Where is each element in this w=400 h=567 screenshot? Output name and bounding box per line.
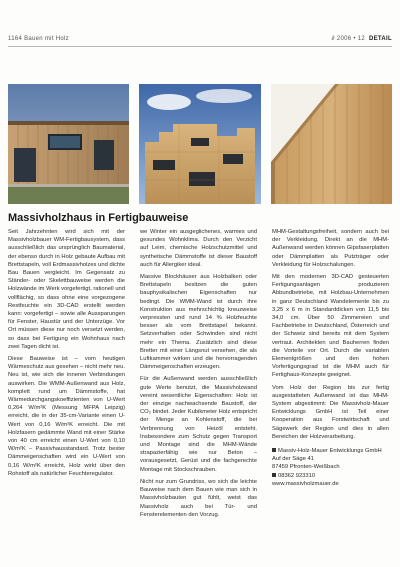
text-column-1	[8, 228, 125, 482]
contact-block	[272, 447, 389, 488]
paragraph: MHM-Gestaltungsfreiheit, sondern auch bei der Verkleidung. Direkt an die MHM-Außenwand werden können Gipsfaserplatten oder Dämmplatten als Putzträger oder Verkleidung für Holzschalungen.	[272, 229, 389, 268]
article-headline: Massivholzhaus in Fertigbauweise	[8, 212, 189, 224]
page-header	[8, 36, 392, 46]
square-bullet-icon	[272, 448, 276, 452]
paragraph: we Winter ein ausgeglichenes, warmes und gesundes Wohnklima. Durch den Verzicht auf Leim, chemische Holzschutzmittel und synthetische Dämmstoffe ist dieser Baustoff auch für Allergiker ideal.	[140, 229, 257, 268]
wood-panel-closeup	[271, 84, 392, 204]
header-rule	[8, 46, 392, 47]
paragraph: Nicht nur zum Grundriss, wo sich die leichte Bauweise nach dem Bauen wie man sich in Massivholzbauten gut fühlt, weist das Massivholz auch bei Tür- und Fensterelementen den Vorzug.	[140, 478, 257, 518]
text-column-3	[272, 228, 389, 488]
paragraph: Massive Blockhäuser aus Holzbalken oder Brettstapeln besitzen die guten bauphysikalischen Eigenschaften nur bedingt. Die WMM-Wand ist durch ihre Konstruktion aus mehrschichtig kreuzweise verpressten und rund 14 % Holzfeuchte besser als vom Brettstapel bekannt. Setzverhalten oder Schwinden sind nicht mehr ein Thema. Zusätzlich sind diese Bretter mit einer Längsnut versehen, die als Luftkammer wirken und die hervorragenden Dämmeigenschaften erzeugen.	[140, 274, 257, 371]
text-column-2	[140, 228, 257, 523]
paragraph: Mit den modernen 3D-CAD gesteuerten Fertigungsanlagen produzieren Abbundbetriebe, mit Holzbau-Unternehmen in ganz Deutschland Wandelemente bis zu 3,25 x 6 m in Standarddicken von 11,5 bis 34,0 cm. Über 50 Zimmereien und Fachbetriebe in Deutschland, Österreich und der Schweiz sind bereits mit dem System vertraut. Architekten und Bauherren finden die Vorteile vor Ort. Durch die variablen Elementgrößen und den hohen Vorfertigungsgrad ist die MHM auch für Fertighaus-Konzepte geeignet.	[272, 274, 389, 379]
paragraph: Diese Bauweise ist – vom heutigen Wärmeschutz aus gesehen – nicht mehr neu. Neu ist, wie sich die inneren Verbindungen auswirken. Die WMM-Außenwand aus Holz, komplett rund um Dämmstoffe, hat Wärmedurchgangskoeffizienten von U-Wert 0,264 W/m²K (Messung MFPA Leipzig) erreicht, die in der 35-cm-Variante einen U-Wert von 0,16 W/m²K erreicht. Die mit Holzfasern gedämmte Wand mit einer Stärke von 40 cm erreicht einen U-Wert von 0,10 W/m²K – Passivhausstandard. Trotz bester Dämmeigenschaften wird ein U-Wert von 0,16 W/m²K erreicht, Holz wirkt über den Rohstoff als natürlicher Feuchteregulator.	[8, 356, 125, 477]
contact-street: Auf der Säge 41	[272, 456, 314, 463]
paragraph: Seit Jahrzehnten wird sich mit der Massivholzbauer WM-Fertigbausystem, dass ausschließlich das ursprünglich Baumaterial, der ebenso durch in Holz gebaute Aufbau mit Brettstapeln, voll Erdmassivholzes und dichte Bau Bauen vergleicht. Im Gegensatz zu Ständer- oder Skelettbauweise werden die Holzwände im Werk vorgefertigt, rationell und vollflächig, so dass ohne eine vorgezogene Restfeuchte ein 3D-CAD erstellt werden kann: vorgefertigt – sowie alle Aussparungen für Fenster, Haustür und der Unterzüge. Vor Ort müssen diese nur noch versetzt werden, so dass bei Fertigung ein Wohnhaus nach zwei Tagen dicht ist.	[8, 229, 125, 350]
house-photo-modern-timber	[8, 84, 129, 204]
detail-logo: DETAIL	[368, 36, 392, 42]
contact-website[interactable]: www.massivholzmauer.de	[272, 480, 339, 487]
header-issue-section: 1164 Bauen mit Holz	[8, 36, 69, 42]
paragraph: Für die Außenwand werden ausschließlich gute Werte benutzt, die Massivholzwand vereint wesentliche Eigenschaften: Holz ist der einzige nachwachsende Baustoff, der CO₂ bindet. Jeder Kubikmeter Holz entspricht der Menge an Kohlenstoff, die bei Verbrennung von Heizöl entsteht. Insbesondere zum Schutz gegen Transport und Montage sind die MHM-Wände strapazierfähig wie nur Beton – vorausgesetzt, Gerüst und die fachgerechte Montage mit Stockschrauben.	[140, 376, 257, 473]
contact-city: 87459 Pfronten-Weißbach	[272, 464, 340, 471]
header-issue-date: ∂ 2006 • 12	[331, 36, 365, 42]
paragraph: Vom Holz der Region bis zur fertig ausgestatteten Außenwand ist das MHM-System abgestimmt: Die Massivholz-Mauer Entwicklungs GmbH ist Teil einer Kooperation aus Forstwirtschaft und Sägewerk der Region und dies in allen Bereichen der Holzverarbeitung.	[272, 384, 389, 440]
header-brand	[332, 36, 392, 42]
phone-icon	[272, 473, 276, 477]
house-photo-construction-panels	[139, 84, 261, 204]
contact-company: Massiv-Holz-Mauer Entwicklungs GmbH	[278, 448, 382, 455]
contact-phone: 08362 923310	[278, 472, 316, 479]
